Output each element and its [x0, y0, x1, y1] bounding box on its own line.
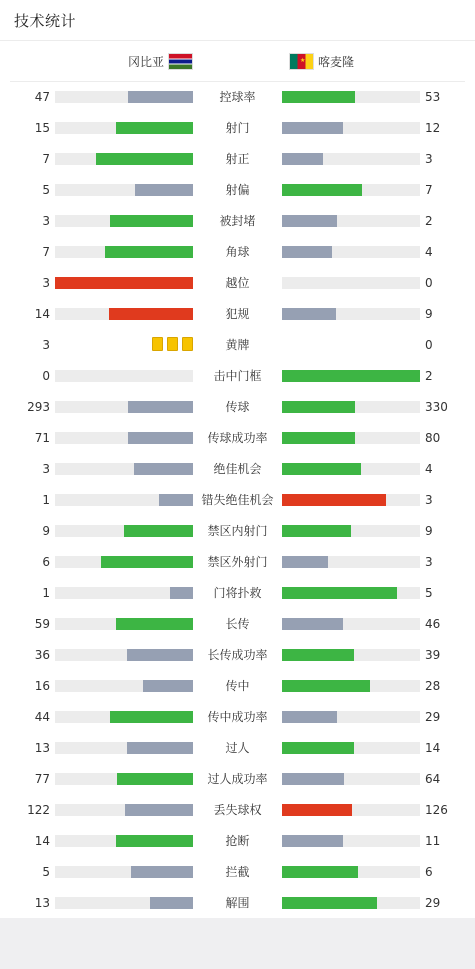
away-bar-fill	[282, 308, 336, 320]
away-value: 12	[425, 121, 441, 135]
home-bar-track	[55, 215, 193, 227]
stat-row	[0, 205, 475, 236]
home-bar-fill	[96, 153, 193, 165]
home-bar-track	[55, 277, 193, 289]
home-value: 47	[34, 90, 50, 104]
home-value: 13	[34, 896, 50, 910]
away-value: 7	[425, 183, 433, 197]
away-bar-track	[282, 680, 420, 692]
away-bar-fill	[282, 618, 343, 630]
away-bar-track	[282, 649, 420, 661]
home-value: 3	[42, 462, 50, 476]
stat-label: 抢断	[225, 834, 250, 848]
home-bar-track	[55, 91, 193, 103]
away-bar-fill	[282, 835, 343, 847]
page-title: 技术统计	[14, 12, 77, 30]
home-value: 71	[34, 431, 50, 445]
away-bar-fill	[282, 587, 397, 599]
away-bar-fill	[282, 804, 352, 816]
away-value: 126	[425, 803, 448, 817]
away-value: 2	[425, 369, 433, 383]
home-bar-fill	[116, 618, 193, 630]
away-value: 4	[425, 462, 433, 476]
away-bar-track	[282, 370, 420, 382]
stat-row	[0, 825, 475, 856]
home-value: 122	[27, 803, 50, 817]
away-bar-track	[282, 525, 420, 537]
away-bar-track	[282, 556, 420, 568]
home-bar-fill	[124, 525, 193, 537]
stat-row	[0, 236, 475, 267]
stat-row	[0, 577, 475, 608]
home-bar-fill	[116, 122, 193, 134]
home-bar-fill	[131, 866, 193, 878]
stat-label: 过人成功率	[207, 772, 268, 786]
away-value: 53	[425, 90, 441, 104]
home-bar-fill	[117, 773, 193, 785]
stat-label: 射偏	[225, 183, 250, 197]
home-bar-track	[55, 649, 193, 661]
away-bar-fill	[282, 370, 420, 382]
stat-row	[0, 174, 475, 205]
away-bar-track	[282, 463, 420, 475]
stat-row	[0, 639, 475, 670]
home-value: 6	[42, 555, 50, 569]
home-value: 9	[42, 524, 50, 538]
away-bar-track	[282, 184, 420, 196]
away-bar-track	[282, 494, 420, 506]
home-bar-track	[55, 463, 193, 475]
yellow-card-icon	[182, 337, 193, 351]
away-value: 14	[425, 741, 441, 755]
away-value: 29	[425, 896, 441, 910]
stat-row	[0, 732, 475, 763]
home-bar-track	[55, 308, 193, 320]
stat-row	[0, 112, 475, 143]
away-bar-track	[282, 835, 420, 847]
home-bar-fill	[55, 277, 193, 289]
away-value: 29	[425, 710, 441, 724]
away-bar-track	[282, 277, 420, 289]
stat-row	[0, 329, 475, 360]
stat-label: 射正	[225, 152, 250, 166]
home-yellow-cards	[152, 337, 193, 351]
away-value: 9	[425, 524, 433, 538]
away-bar-fill	[282, 153, 323, 165]
away-value: 0	[425, 276, 433, 290]
home-bar-track	[55, 401, 193, 413]
away-bar-fill	[282, 122, 343, 134]
stat-row	[0, 546, 475, 577]
home-bar-fill	[101, 556, 193, 568]
away-value: 2	[425, 214, 433, 228]
home-bar-fill	[109, 308, 193, 320]
stat-row	[0, 763, 475, 794]
away-bar-fill	[282, 680, 370, 692]
home-bar-fill	[105, 246, 193, 258]
stat-row	[0, 484, 475, 515]
away-value: 4	[425, 245, 433, 259]
cameroon-flag-icon: ★	[289, 53, 314, 70]
stat-label: 拦截	[225, 865, 250, 879]
away-value: 3	[425, 493, 433, 507]
home-bar-track	[55, 680, 193, 692]
stat-label: 被封堵	[219, 214, 256, 228]
away-bar-track	[282, 153, 420, 165]
away-bar-fill	[282, 215, 337, 227]
home-value: 14	[34, 307, 50, 321]
home-bar-track	[55, 897, 193, 909]
stat-label: 传球成功率	[207, 431, 268, 445]
away-bar-track	[282, 866, 420, 878]
away-bar-track	[282, 246, 420, 258]
away-value: 0	[425, 338, 433, 352]
home-value: 1	[42, 586, 50, 600]
away-value: 6	[425, 865, 433, 879]
away-bar-fill	[282, 773, 344, 785]
stat-row	[0, 360, 475, 391]
away-bar-fill	[282, 432, 355, 444]
away-bar-fill	[282, 184, 362, 196]
stat-row	[0, 608, 475, 639]
stat-label: 犯规	[225, 307, 250, 321]
home-value: 36	[34, 648, 50, 662]
away-bar-track	[282, 742, 420, 754]
stat-label: 门将扑救	[213, 586, 262, 600]
home-value: 1	[42, 493, 50, 507]
home-team-name: 冈比亚	[128, 55, 165, 69]
stat-row	[0, 143, 475, 174]
stat-label: 禁区内射门	[207, 524, 268, 538]
away-bar-fill	[282, 556, 328, 568]
home-bar-fill	[128, 401, 193, 413]
stat-label: 解围	[225, 896, 250, 910]
away-value: 3	[425, 152, 433, 166]
stat-label: 射门	[225, 121, 250, 135]
home-value: 3	[42, 338, 50, 352]
yellow-card-icon	[167, 337, 178, 351]
stat-label: 传球	[225, 400, 250, 414]
away-bar-fill	[282, 711, 337, 723]
home-value: 293	[27, 400, 50, 414]
home-bar-fill	[134, 463, 193, 475]
home-bar-fill	[143, 680, 193, 692]
away-bar-fill	[282, 494, 386, 506]
away-bar-track	[282, 773, 420, 785]
stat-row	[0, 453, 475, 484]
away-value: 330	[425, 400, 448, 414]
away-bar-track	[282, 587, 420, 599]
home-bar-fill	[110, 711, 193, 723]
home-team	[128, 53, 193, 70]
away-bar-track	[282, 215, 420, 227]
away-bar-fill	[282, 91, 355, 103]
away-value: 46	[425, 617, 441, 631]
home-bar-track	[55, 835, 193, 847]
away-value: 28	[425, 679, 441, 693]
home-bar-track	[55, 587, 193, 599]
home-bar-track	[55, 153, 193, 165]
home-bar-track	[55, 494, 193, 506]
away-bar-fill	[282, 742, 354, 754]
stat-row	[0, 422, 475, 453]
home-value: 77	[34, 772, 50, 786]
home-bar-track	[55, 866, 193, 878]
home-bar-track	[55, 618, 193, 630]
away-bar-track	[282, 897, 420, 909]
away-bar-track	[282, 432, 420, 444]
stat-label: 传中	[225, 679, 250, 693]
stat-label: 错失绝佳机会	[201, 493, 274, 507]
stat-label: 角球	[225, 245, 250, 259]
home-value: 3	[42, 214, 50, 228]
stat-row	[0, 794, 475, 825]
away-bar-track	[282, 618, 420, 630]
away-value: 5	[425, 586, 433, 600]
home-bar-fill	[159, 494, 194, 506]
stat-label: 传中成功率	[207, 710, 268, 724]
home-bar-track	[55, 525, 193, 537]
away-bar-track	[282, 308, 420, 320]
home-value: 5	[42, 865, 50, 879]
home-value: 13	[34, 741, 50, 755]
stat-row	[0, 81, 475, 112]
home-value: 3	[42, 276, 50, 290]
away-bar-fill	[282, 463, 361, 475]
home-bar-track	[55, 773, 193, 785]
home-bar-track	[55, 711, 193, 723]
stat-label: 绝佳机会	[213, 462, 262, 476]
home-bar-fill	[116, 835, 193, 847]
home-bar-track	[55, 184, 193, 196]
home-bar-track	[55, 804, 193, 816]
home-bar-track	[55, 246, 193, 258]
gambia-flag-icon	[168, 53, 193, 70]
stat-row	[0, 298, 475, 329]
stat-row	[0, 670, 475, 701]
away-bar-track	[282, 91, 420, 103]
stat-row	[0, 701, 475, 732]
away-bar-track	[282, 122, 420, 134]
home-value: 59	[34, 617, 50, 631]
home-bar-track	[55, 370, 193, 382]
home-value: 14	[34, 834, 50, 848]
home-bar-fill	[127, 649, 193, 661]
home-value: 16	[34, 679, 50, 693]
away-value: 3	[425, 555, 433, 569]
header	[0, 0, 475, 41]
away-bar-fill	[282, 525, 351, 537]
away-value: 39	[425, 648, 441, 662]
stat-label: 越位	[225, 276, 250, 290]
away-bar-fill	[282, 649, 354, 661]
stat-label: 禁区外射门	[207, 555, 268, 569]
home-bar-fill	[128, 91, 193, 103]
home-value: 15	[34, 121, 50, 135]
away-bar-fill	[282, 246, 332, 258]
stat-row	[0, 267, 475, 298]
stat-label: 黄牌	[225, 338, 250, 352]
home-bar-track	[55, 122, 193, 134]
away-value: 80	[425, 431, 441, 445]
home-value: 44	[34, 710, 50, 724]
away-team	[289, 53, 354, 70]
home-bar-fill	[170, 587, 193, 599]
stat-row	[0, 856, 475, 887]
yellow-card-icon	[152, 337, 163, 351]
away-bar-fill	[282, 401, 355, 413]
home-value: 7	[42, 152, 50, 166]
away-value: 11	[425, 834, 441, 848]
away-value: 9	[425, 307, 433, 321]
home-bar-track	[55, 742, 193, 754]
stat-label: 丢失球权	[213, 803, 262, 817]
home-value: 7	[42, 245, 50, 259]
stat-label: 长传成功率	[207, 648, 268, 662]
home-value: 5	[42, 183, 50, 197]
away-team-name: 喀麦隆	[318, 55, 355, 69]
away-bar-fill	[282, 866, 358, 878]
away-value: 64	[425, 772, 441, 786]
stat-row	[0, 515, 475, 546]
away-bar-track	[282, 401, 420, 413]
home-value: 0	[42, 369, 50, 383]
home-bar-fill	[127, 742, 193, 754]
home-bar-fill	[128, 432, 193, 444]
stat-label: 长传	[225, 617, 250, 631]
stats-list	[0, 81, 475, 918]
stat-row	[0, 391, 475, 422]
teams-header	[10, 41, 465, 82]
home-bar-fill	[110, 215, 193, 227]
home-bar-track	[55, 432, 193, 444]
away-bar-fill	[282, 897, 377, 909]
home-bar-fill	[150, 897, 193, 909]
home-bar-track	[55, 556, 193, 568]
stat-row	[0, 887, 475, 918]
away-bar-track	[282, 711, 420, 723]
home-bar-fill	[125, 804, 193, 816]
stat-label: 击中门框	[213, 369, 262, 383]
home-bar-fill	[135, 184, 193, 196]
away-bar-track	[282, 804, 420, 816]
stat-label: 控球率	[219, 90, 256, 104]
stat-label: 过人	[225, 741, 250, 755]
